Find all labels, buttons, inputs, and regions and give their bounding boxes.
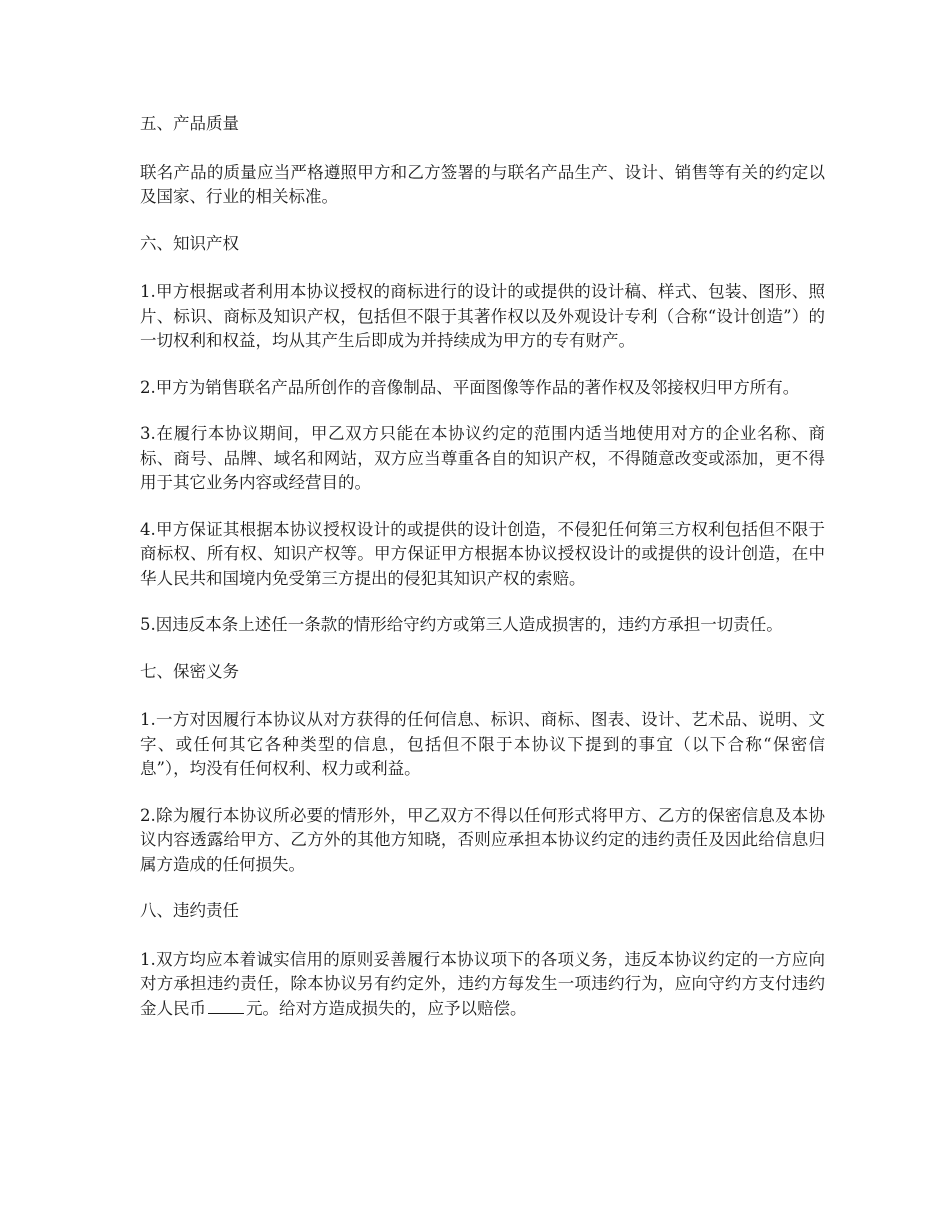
paragraph: 2.甲方为销售联名产品所创作的音像制品、平面图像等作品的著作权及邻接权归甲方所有。 <box>140 377 800 397</box>
paragraph: 5.因违反本条上述任一条款的情形给守约方或第三人造成损害的，违约方承担一切责任。 <box>140 615 783 634</box>
document-body <box>140 112 825 1043</box>
amount-blank <box>208 997 244 1014</box>
section-heading-breach-liability: 八、违约责任 <box>140 901 239 920</box>
paragraph: 4.甲方保证其根据本协议授权设计的或提供的设计创造，不侵犯任何第三方权利包括但不限于商标权、所有权、知识产权等。甲方保证甲方根据本协议授权设计的或提供的设计创造，在中华人民共和国境内免受第三方提出的侵犯其知识产权的索赔。 <box>140 519 825 588</box>
paragraph: 1.一方对因履行本协议从对方获得的任何信息、标识、商标、图表、设计、艺术品、说明、文字、或任何其它各种类型的信息，包括但不限于本协议下提到的事宜（以下合称“保密信息”），均没有任何权利、权力或利益。 <box>140 710 825 778</box>
section-heading-confidentiality: 七、保密义务 <box>140 661 239 681</box>
paragraph: 3.在履行本协议期间，甲乙双方只能在本协议约定的范围内适当地使用对方的企业名称、商标、商号、品牌、域名和网站，双方应当尊重各自的知识产权，不得随意改变或添加，更不得用于其它业务内容或经营目的。 <box>140 424 825 492</box>
paragraph: 2.除为履行本协议所必要的情形外，甲乙双方不得以任何形式将甲方、乙方的保密信息及本协议内容透露给甲方、乙方外的其他方知晓，否则应承担本协议约定的违约责任及因此给信息归属方造成的任何损失。 <box>140 805 825 874</box>
paragraph: 1.甲方根据或者利用本协议授权的商标进行的设计的或提供的设计稿、样式、包装、图形、照片、标识、商标及知识产权，包括但不限于其著作权以及外观设计专利（合称“设计创造”）的一切权利和权益，均从其产生后即成为并持续成为甲方的专有财产。 <box>140 282 825 350</box>
paragraph: 联名产品的质量应当严格遵照甲方和乙方签署的与联名产品生产、设计、销售等有关的约定以及国家、行业的相关标准。 <box>140 162 825 206</box>
penalty-text-before: 1.双方均应本着诚实信用的原则妥善履行本协议项下的各项义务，违反本协议约定的一方应向对方承担违约责任，除本协议另有约定外，违约方每发生一项违约行为，应向守约方支付违约金人民币 <box>140 949 825 1018</box>
penalty-text-after: 元。给对方造成损失的，应予以赔偿。 <box>246 998 527 1018</box>
section-heading-product-quality: 五、产品质量 <box>140 114 239 133</box>
paragraph-penalty <box>140 948 825 1022</box>
section-heading-intellectual-property: 六、知识产权 <box>140 233 239 253</box>
